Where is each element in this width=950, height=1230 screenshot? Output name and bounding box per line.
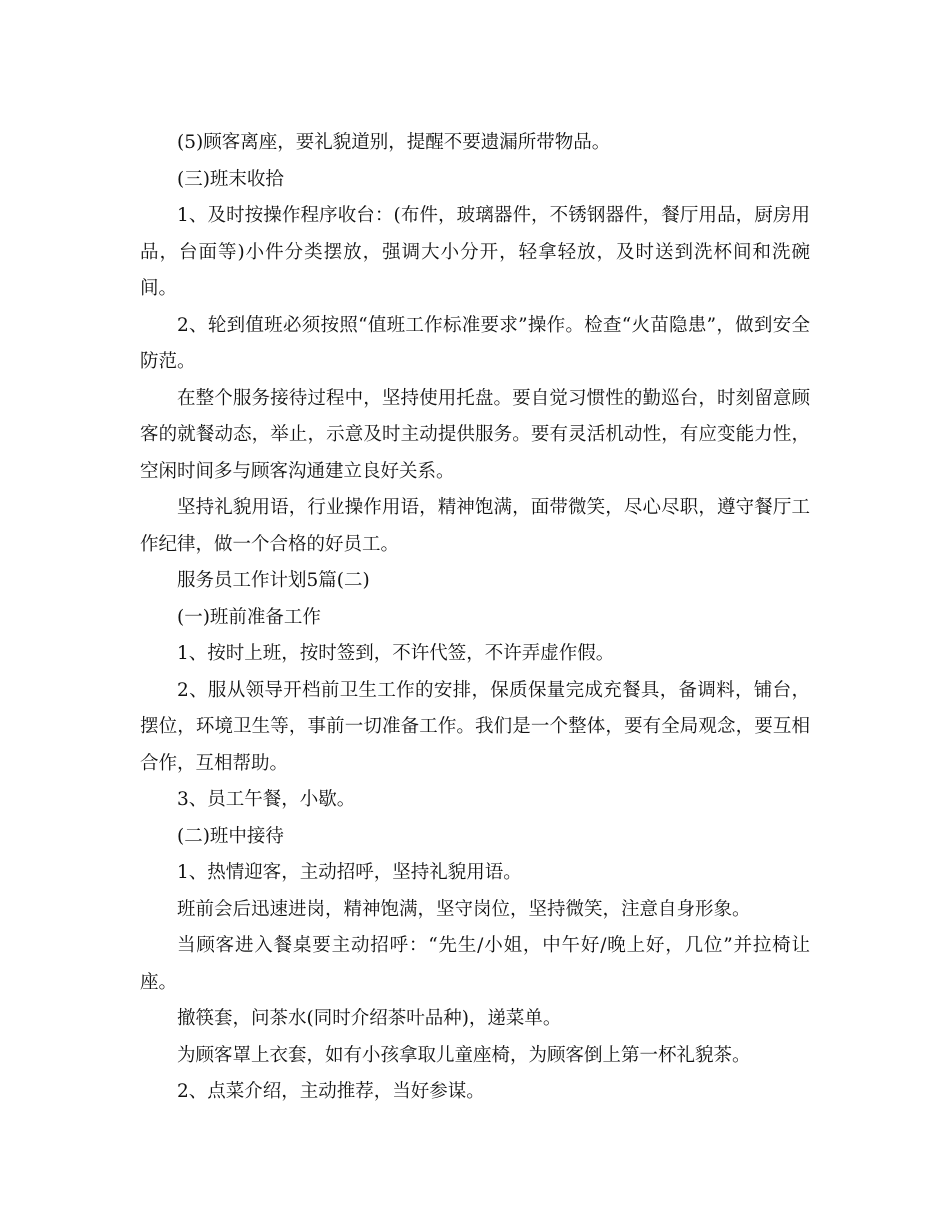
- paragraph-first-tea: 为顾客罩上衣套，如有小孩拿取儿童座椅，为顾客倒上第一杯礼貌茶。: [177, 1044, 751, 1066]
- paragraph-hygiene-prep: 2、服从领导开档前卫生工作的安排，保质保量完成充餐具，备调料，铺台，摆位，环境卫生等，事前一切准备工作。我们是一个整体，要有全局观念，要互相合作，互相帮助。: [140, 679, 810, 774]
- paragraph-staff-lunch: 3、员工午餐，小歇。: [177, 789, 356, 810]
- paragraph-duty-shift: 2、轮到值班必须按照“值班工作标准要求”操作。检查“火苗隐患”，做到安全防范。: [140, 314, 810, 372]
- paragraph-punctuality: 1、按时上班，按时签到，不许代签，不许弄虚作假。: [177, 643, 615, 664]
- heading-pre-shift-prep: (一)班前准备工作: [177, 606, 321, 628]
- paragraph-tea-menu: 撤筷套，问茶水(同时介绍茶叶品种)，递菜单。: [177, 1008, 562, 1029]
- paragraph-clear-table: 1、及时按操作程序收台：(布件，玻璃器件，不锈钢器件，餐厅用品，厨房用品，台面等)小件分类摆放，强调大小分开，轻拿轻放，及时送到洗杯间和洗碗间。: [140, 205, 810, 299]
- heading-end-of-shift: (三)班末收拾: [177, 168, 284, 190]
- section-title-plan-two: 服务员工作计划5篇(二): [177, 570, 370, 591]
- document-body: [140, 125, 810, 1111]
- paragraph-seat-guests: 当顾客进入餐桌要主动招呼：“先生/小姐，中午好/晚上好，几位”并拉椅让座。: [140, 935, 810, 993]
- paragraph-polite-language: 坚持礼貌用语，行业操作用语，精神饱满，面带微笑，尽心尽职，遵守餐厅工作纪律，做一个合格的好员工。: [140, 497, 810, 555]
- paragraph-recommend-dishes: 2、点菜介绍，主动推荐，当好参谋。: [177, 1081, 485, 1102]
- paragraph-greet-guests: 1、热情迎客，主动招呼，坚持礼貌用语。: [177, 862, 522, 883]
- paragraph-tray-service: 在整个服务接待过程中，坚持使用托盘。要自觉习惯性的勤巡台，时刻留意顾客的就餐动态，举止，示意及时主动提供服务。要有灵活机动性，有应变能力性，空闲时间多与顾客沟通建立良好关系。: [140, 387, 810, 482]
- paragraph-take-post: 班前会后迅速进岗，精神饱满，坚守岗位，坚持微笑，注意自身形象。: [177, 898, 751, 920]
- heading-mid-shift-reception: (二)班中接待: [177, 825, 284, 847]
- paragraph-guest-leaving: (5)顾客离座，要礼貌道别，提醒不要遗漏所带物品。: [177, 132, 611, 153]
